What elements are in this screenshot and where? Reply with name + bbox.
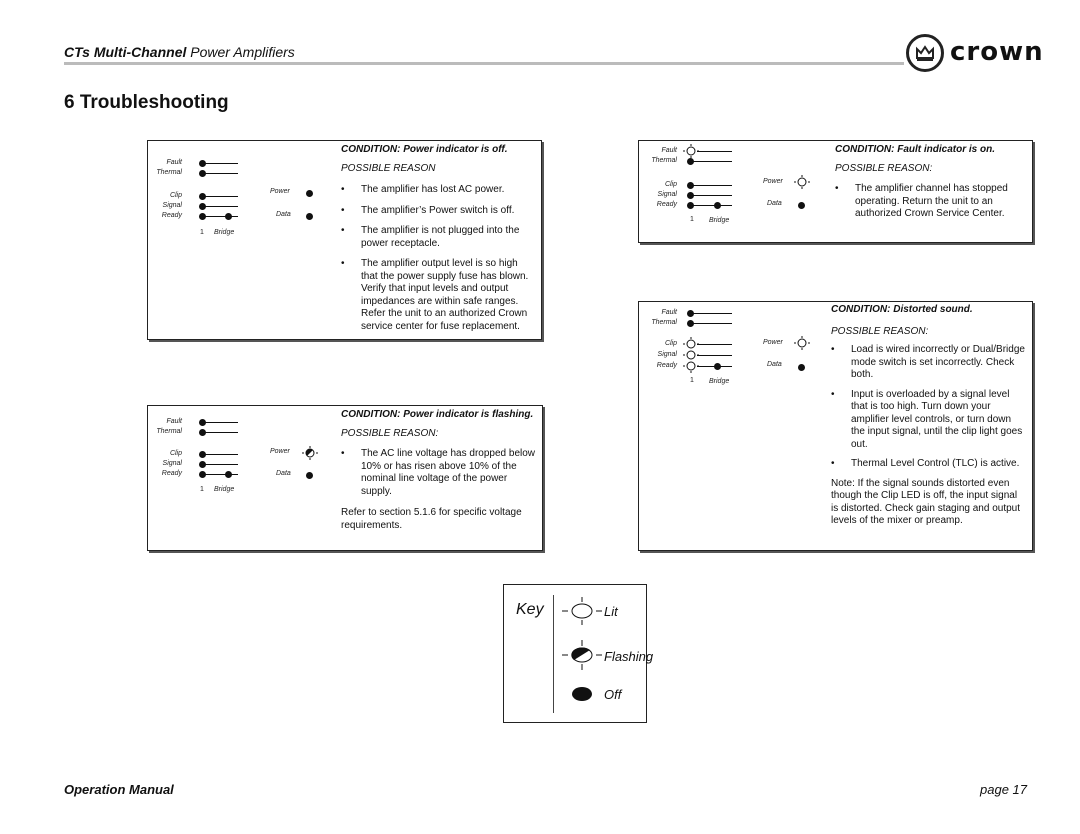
power-led-lit-icon (794, 336, 810, 350)
reason-item: • The amplifier has lost AC power. (341, 184, 536, 197)
data-led (306, 213, 313, 220)
signal-label: Signal (162, 460, 182, 467)
possible-reason-label: POSSIBLE REASON: (835, 162, 933, 174)
lit-led-icon (562, 597, 602, 625)
possible-reason-label: POSSIBLE REASON (341, 162, 436, 174)
crown-icon (906, 34, 944, 72)
condition-text (341, 409, 537, 532)
led-panel (148, 406, 338, 526)
channel-number: 1 (690, 216, 694, 223)
condition-heading: CONDITION: Distorted sound. (831, 304, 973, 315)
reason-item: • Input is overloaded by a signal level that is too high. Turn down your amplifier level controls, or turn down the input signal, until the clip light goes out. (831, 389, 1027, 452)
reason-item: • The amplifier is not plugged into the power receptacle. (341, 225, 536, 250)
condition-text (835, 144, 1027, 221)
thermal-label: Thermal (651, 157, 677, 164)
footer-manual-title: Operation Manual (64, 782, 174, 797)
page-number: page 17 (980, 782, 1027, 797)
signal-label: Signal (162, 202, 182, 209)
section-title: 6 Troubleshooting (64, 92, 229, 113)
off-led-icon (569, 685, 595, 703)
channel-number: 1 (690, 377, 694, 384)
power-led-flashing-icon (302, 446, 318, 460)
reference-note: Refer to section 5.1.6 for specific voltage requirements. (341, 507, 522, 531)
ready-label: Ready (656, 362, 677, 369)
clip-label: Clip (169, 192, 182, 199)
thermal-label: Thermal (651, 319, 677, 326)
condition-heading: CONDITION: Fault indicator is on. (835, 144, 995, 155)
ready-label: Ready (161, 212, 182, 219)
header-rule (64, 62, 904, 65)
condition-heading: CONDITION: Power indicator is flashing. (341, 409, 534, 420)
reason-item: • Load is wired incorrectly or Dual/Bridge mode switch is set incorrectly. Check both. (831, 344, 1027, 382)
led-key-legend (503, 584, 654, 723)
condition-box-power-off (147, 140, 542, 340)
signal-label: Signal (657, 351, 677, 358)
condition-box-fault-on (638, 140, 1033, 243)
data-label: Data (767, 200, 782, 207)
key-lit-label: Lit (604, 604, 618, 619)
key-flashing-label: Flashing (604, 649, 654, 664)
reason-item: • The amplifier’s Power switch is off. (341, 205, 536, 218)
data-label: Data (276, 470, 291, 477)
key-divider (553, 595, 554, 713)
bridge-led (714, 202, 721, 209)
channel-number: 1 (200, 229, 204, 236)
power-label: Power (270, 448, 290, 455)
clip-label: Clip (169, 450, 182, 457)
led-panel (639, 141, 829, 241)
led-panel (148, 141, 338, 261)
condition-box-power-flashing (147, 405, 543, 551)
signal-label: Signal (657, 191, 677, 198)
possible-reason-label: POSSIBLE REASON: (831, 325, 929, 337)
ready-label: Ready (161, 470, 182, 477)
distortion-note: Note: If the signal sounds distorted even though the Clip LED is off, the input signal is distorted. Check gain staging and output levels of the mixer or preamp. (831, 477, 1021, 526)
header-title-rest: Power Amplifiers (186, 44, 295, 60)
thermal-label: Thermal (156, 169, 182, 176)
ready-label: Ready (656, 201, 677, 208)
power-label: Power (270, 188, 290, 195)
crown-logo (906, 34, 1044, 74)
flashing-led-icon (562, 640, 602, 670)
power-led-off (306, 190, 313, 197)
data-led (798, 202, 805, 209)
bridge-led (225, 471, 232, 478)
power-led-lit-icon (794, 175, 810, 189)
bridge-label: Bridge (214, 229, 235, 236)
condition-text (831, 304, 1027, 528)
bridge-led (225, 213, 232, 220)
bridge-label: Bridge (214, 486, 235, 493)
reason-item: • The amplifier output level is so high that the power supply fuse has blown. Verify that input levels and output impedances are within safe ranges. Refer the unit to an authorized Crown service center for fuse replacement. (341, 258, 536, 333)
condition-box-distorted-sound (638, 301, 1033, 551)
clip-label: Clip (664, 340, 677, 347)
bridge-led (714, 363, 721, 370)
data-label: Data (767, 361, 782, 368)
fault-label: Fault (661, 309, 677, 316)
channel-number: 1 (200, 486, 204, 493)
fault-label: Fault (661, 147, 677, 154)
condition-heading: CONDITION: Power indicator is off. (341, 144, 508, 155)
data-led (798, 364, 805, 371)
reason-item: • The AC line voltage has dropped below 10% or has risen above 10% of the nominal line voltage of the power supply. (341, 448, 537, 498)
key-off-label: Off (604, 687, 622, 702)
fault-label: Fault (166, 159, 182, 166)
key-title: Key (516, 601, 544, 618)
power-label: Power (763, 339, 783, 346)
condition-text (341, 144, 536, 333)
clip-label: Clip (664, 181, 677, 188)
data-label: Data (276, 211, 291, 218)
brand-wordmark: crown (950, 37, 1044, 67)
power-label: Power (763, 178, 783, 185)
reason-item: • The amplifier channel has stopped operating. Return the unit to an authorized Crown Service Center. (835, 183, 1027, 221)
possible-reason-label: POSSIBLE REASON: (341, 427, 439, 439)
running-header (64, 44, 295, 60)
thermal-label: Thermal (156, 428, 182, 435)
bridge-label: Bridge (709, 217, 730, 224)
header-title-bold: CTs Multi-Channel (64, 44, 187, 60)
data-led (306, 472, 313, 479)
fault-label: Fault (166, 418, 182, 425)
bridge-label: Bridge (709, 378, 730, 385)
led-panel (639, 302, 829, 402)
reason-item: • Thermal Level Control (TLC) is active. (831, 458, 1027, 471)
